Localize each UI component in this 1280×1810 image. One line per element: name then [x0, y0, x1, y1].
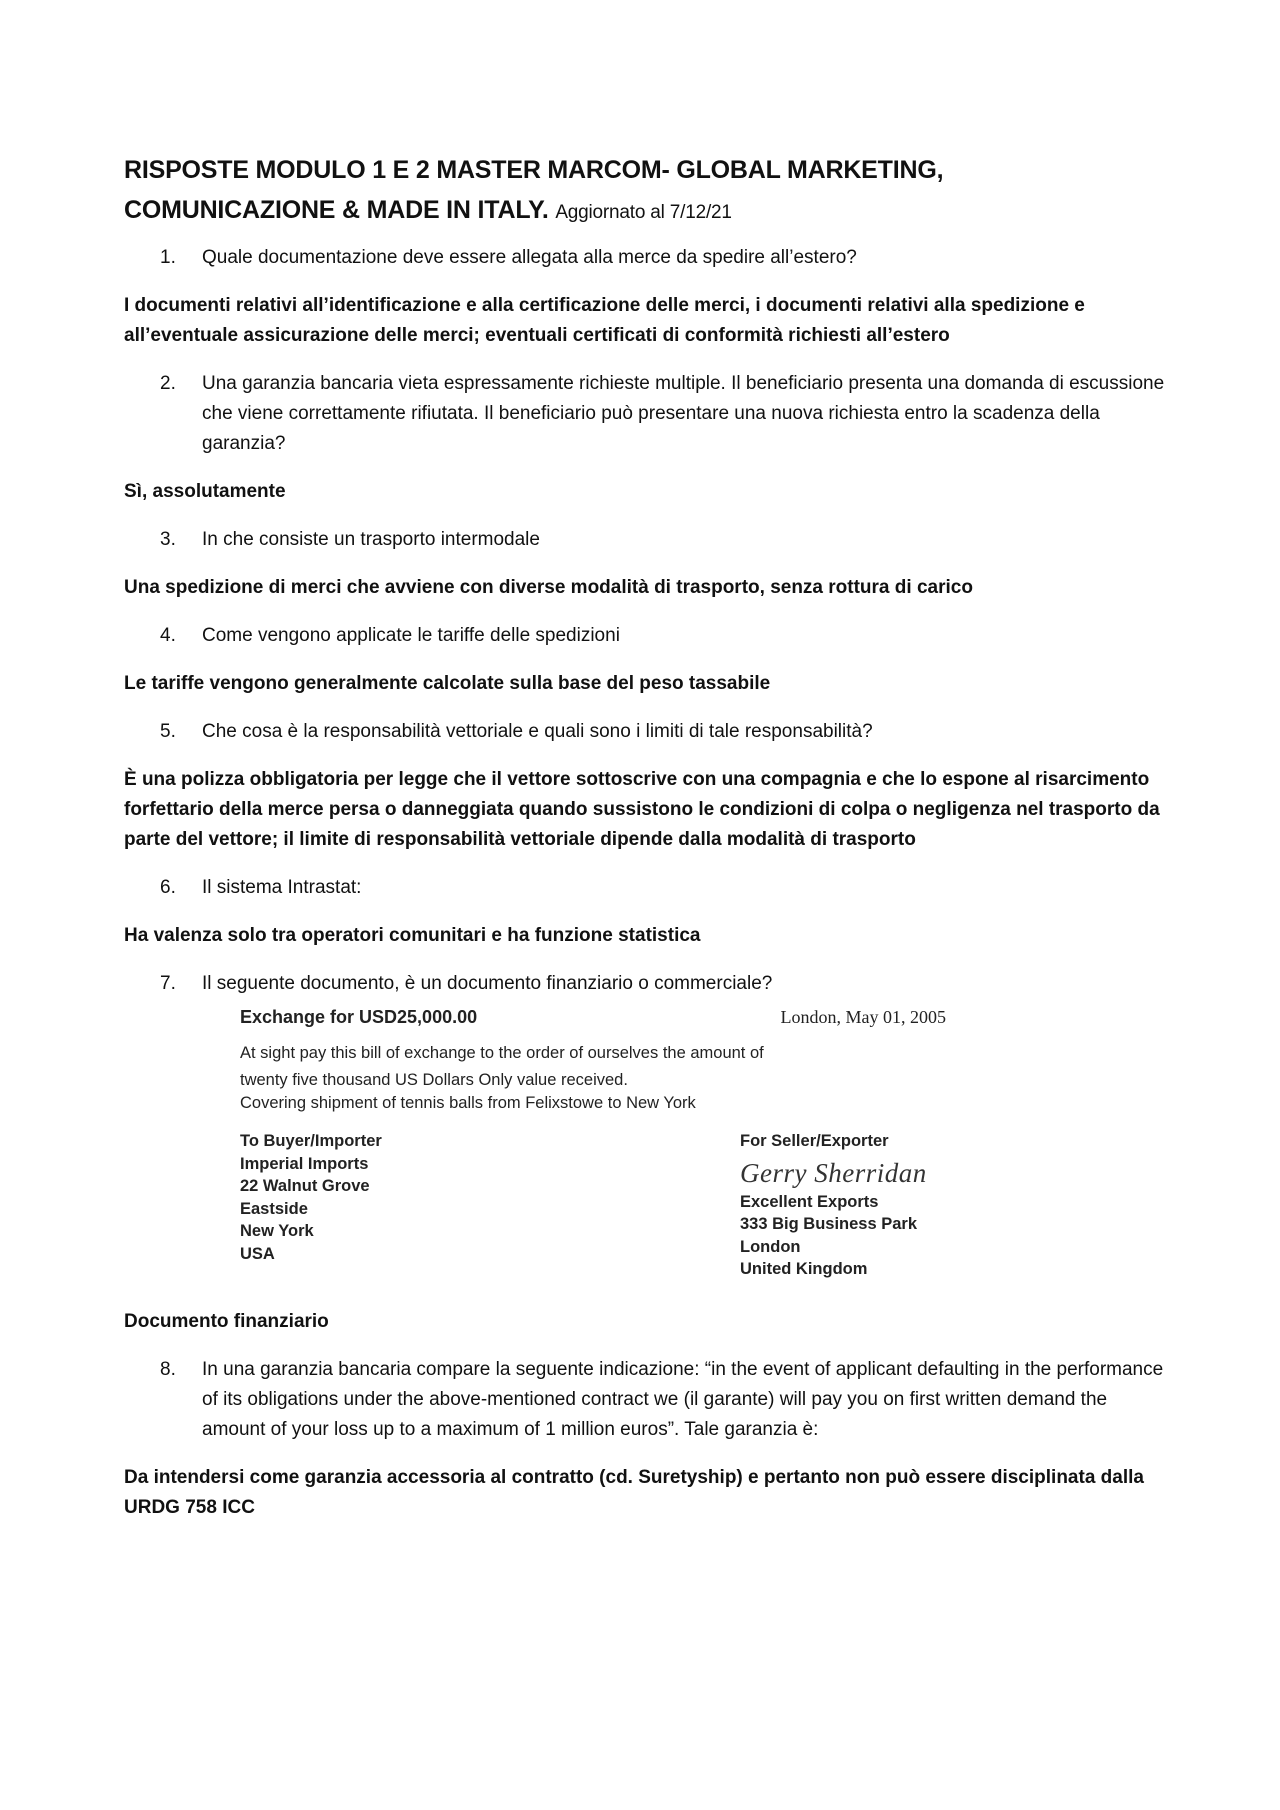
handwritten-signature: Gerry Sherridan	[740, 1157, 927, 1188]
question-text: In una garanzia bancaria compare la seguente indicazione: “in the event of applicant defaulting in the performance of its obligations under the above-mentioned contract we (il garante) will pay you on first written demand the amount of your loss up to a maximum of 1 million euros”. Tale garanzia è:	[202, 1358, 1164, 1440]
bill-line-1: At sight pay this bill of exchange to the order of ourselves the amount of	[240, 1044, 764, 1062]
question-3	[124, 525, 1174, 555]
seller-line: Excellent Exports	[740, 1192, 879, 1211]
question-2	[124, 369, 1174, 459]
answer-4: Le tariffe vengono generalmente calcolate sulla base del peso tassabile	[124, 673, 771, 694]
question-text: Una garanzia bancaria vieta espressamente richieste multiple. Il beneficiario presenta una domanda di escussione che viene correttamente rifiutata. Il beneficiario può presentare una nuova richiesta entro la scadenza della garanzia?	[202, 373, 1165, 454]
bill-line-3: Covering shipment of tennis balls from Felixstowe to New York	[240, 1094, 696, 1112]
buyer-line: 22 Walnut Grove	[240, 1177, 370, 1195]
buyer-line: Eastside	[240, 1199, 308, 1218]
document-title	[124, 150, 1174, 233]
answer-3: Una spedizione di merci che avviene con diverse modalità di trasporto, senza rottura di carico	[124, 577, 973, 598]
question-6	[124, 873, 1174, 903]
bill-addresses	[240, 1130, 960, 1281]
answer-5: È una polizza obbligatoria per legge che il vettore sottoscrive con una compagnia e che lo espone al risarcimento forfettario della merce persa o danneggiata quando sussistono le condizioni di colpa o negligenza nel trasporto da parte del vettore; il limite di responsabilità vettoriale dipende dalla modalità di trasporto	[124, 769, 1160, 850]
question-number: 3.	[160, 529, 176, 550]
answer-7: Documento finanziario	[124, 1310, 329, 1332]
question-text: Il sistema Intrastat:	[202, 877, 362, 898]
question-text: Quale documentazione deve essere allegata alla merce da spedire all’estero?	[202, 247, 857, 268]
seller-label: For Seller/Exporter	[740, 1132, 889, 1150]
title-line-2: COMUNICAZIONE & MADE IN ITALY.	[124, 196, 549, 224]
question-8	[124, 1355, 1174, 1445]
buyer-address	[240, 1130, 660, 1281]
seller-line: 333 Big Business Park	[740, 1215, 918, 1233]
seller-line: London	[740, 1237, 801, 1256]
question-number: 8.	[160, 1358, 176, 1380]
question-text: Che cosa è la responsabilità vettoriale e quali sono i limiti di tale responsabilità?	[202, 721, 873, 742]
buyer-label: To Buyer/Importer	[240, 1132, 382, 1150]
question-7	[124, 969, 1174, 999]
bill-heading: Exchange for USD25,000.00	[240, 1007, 478, 1027]
seller-address	[740, 1130, 950, 1281]
buyer-line: Imperial Imports	[240, 1154, 369, 1173]
question-text: Il seguente documento, è un documento finanziario o commerciale?	[202, 973, 773, 994]
question-number: 6.	[160, 877, 176, 898]
bill-place-date: London, May 01, 2005	[780, 1007, 946, 1027]
document-page	[124, 150, 1174, 1541]
buyer-line: New York	[240, 1222, 314, 1240]
bill-of-exchange-image	[240, 1007, 960, 1281]
buyer-line: USA	[240, 1244, 275, 1263]
bill-line-2: twenty five thousand US Dollars Only value received.	[240, 1071, 628, 1089]
question-5	[124, 717, 1174, 747]
question-number: 7.	[160, 973, 176, 994]
title-line-1: RISPOSTE MODULO 1 E 2 MASTER MARCOM- GLOBAL MARKETING,	[124, 156, 944, 184]
question-text: In che consiste un trasporto intermodale	[202, 529, 540, 550]
answer-6: Ha valenza solo tra operatori comunitari e ha funzione statistica	[124, 925, 701, 946]
question-1	[124, 243, 1174, 273]
question-number: 4.	[160, 625, 176, 646]
question-text: Come vengono applicate le tariffe delle spedizioni	[202, 625, 620, 646]
answer-2: Sì, assolutamente	[124, 481, 286, 502]
question-number: 1.	[160, 247, 176, 268]
updated-date: Aggiornato al 7/12/21	[555, 202, 732, 223]
question-4	[124, 621, 1174, 651]
question-number: 5.	[160, 721, 176, 742]
answer-8: Da intendersi come garanzia accessoria al contratto (cd. Suretyship) e pertanto non può essere disciplinata dalla URDG 758 ICC	[124, 1466, 1144, 1518]
question-number: 2.	[160, 373, 176, 394]
seller-line: United Kingdom	[740, 1260, 868, 1278]
answer-1: I documenti relativi all’identificazione e alla certificazione delle merci, i documenti relativi alla spedizione e all’eventuale assicurazione delle merci; eventuali certificati di conformità richiesti all’estero	[124, 295, 1085, 346]
